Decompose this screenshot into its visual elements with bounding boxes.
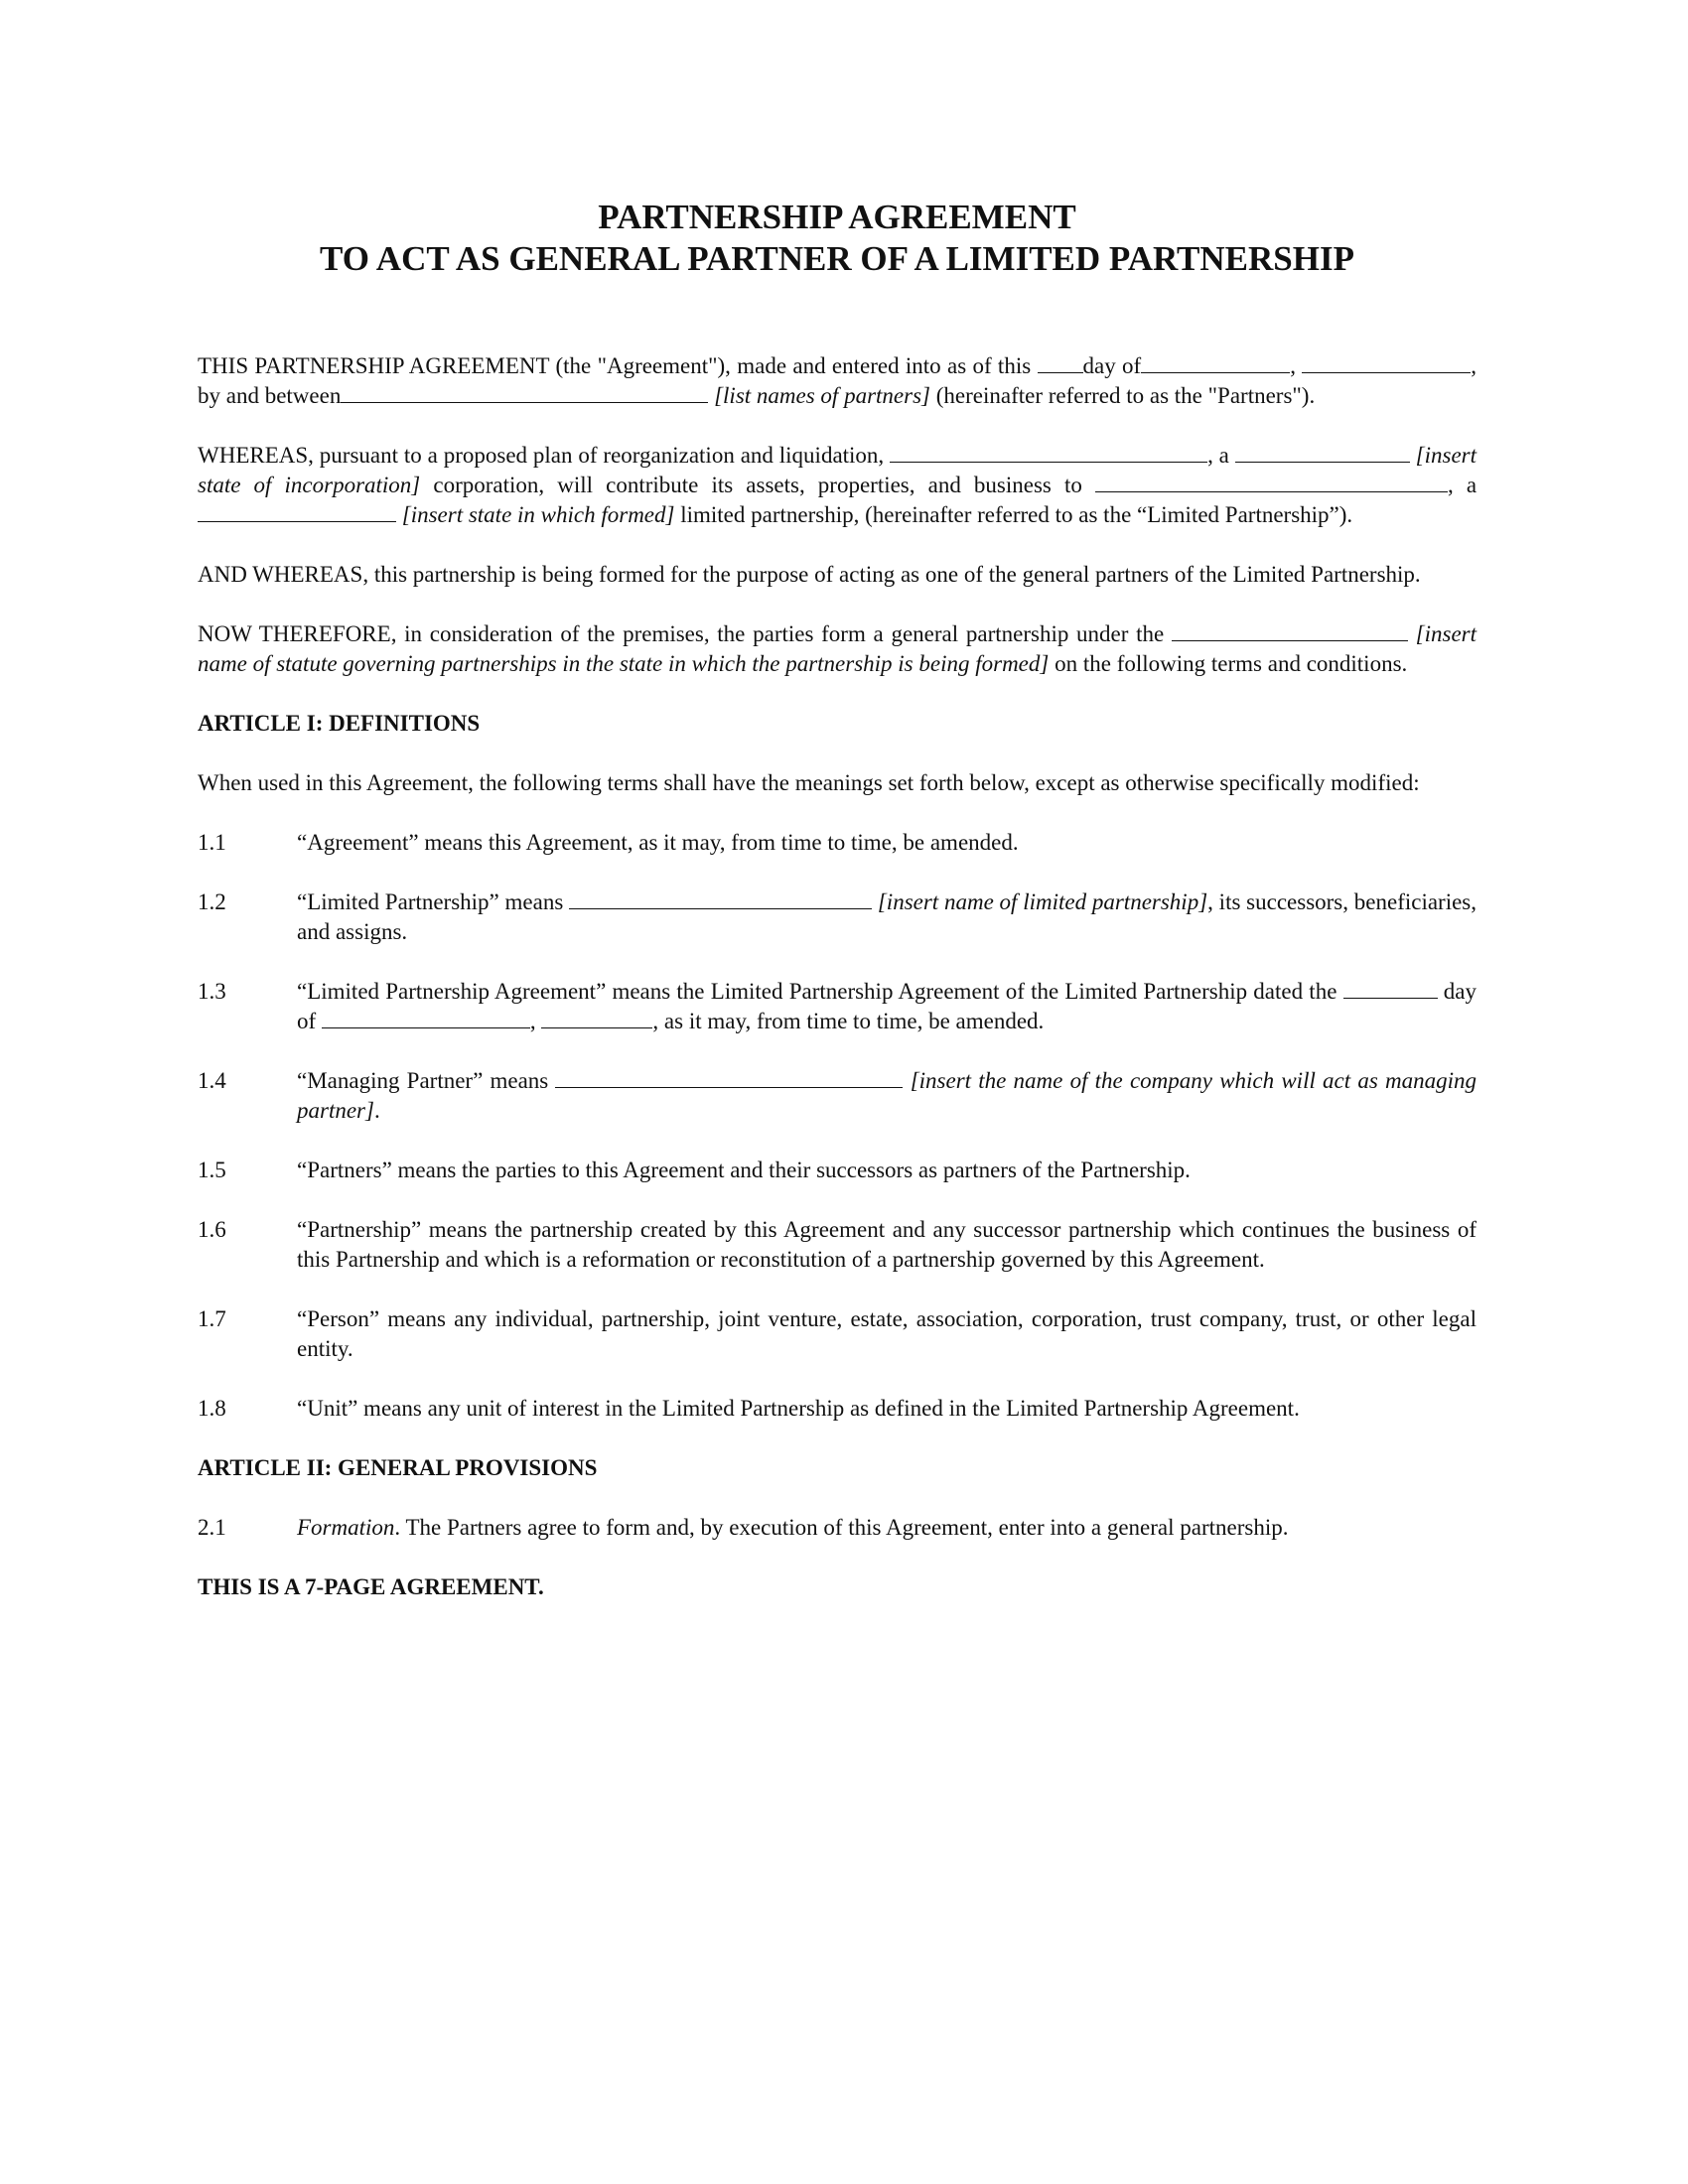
intro-text: (hereinafter referred to as the "Partners").	[935, 383, 1316, 408]
item-number: 1.1	[198, 830, 226, 855]
intro-text: day of	[1082, 353, 1142, 378]
item-text-part: “Managing Partner” means	[297, 1068, 549, 1093]
whereas-text: limited partnership, (hereinafter referred to as the “Limited Partnership”).	[680, 502, 1353, 527]
definition-item	[198, 1156, 1477, 1185]
item-text-part: , as it may, from time to time, be amended.	[652, 1009, 1045, 1033]
title-line-1: PARTNERSHIP AGREEMENT	[598, 198, 1076, 236]
item-text: “Agreement” means this Agreement, as it may, from time to time, be amended.	[297, 830, 1019, 855]
whereas-text: WHEREAS, pursuant to a proposed plan of reorganization and liquidation,	[198, 443, 885, 468]
placeholder-note: [list names of partners]	[714, 383, 930, 408]
partners-blank	[341, 381, 708, 403]
intro-text: THIS PARTNERSHIP AGREEMENT (the "Agreement"), made and entered into as of this	[198, 353, 1032, 378]
partnership-name-blank	[1095, 471, 1448, 492]
lpa-year-blank	[541, 1007, 652, 1028]
lp-name-blank	[569, 887, 872, 909]
definition-item	[198, 1394, 1477, 1424]
now-therefore-paragraph	[198, 619, 1477, 679]
definition-item	[198, 828, 1477, 858]
now-therefore-text: on the following terms and conditions.	[1055, 651, 1408, 676]
item-text-part: day of	[297, 979, 1477, 1033]
state-blank	[1235, 441, 1410, 463]
intro-paragraph	[198, 351, 1477, 411]
item-text: “Unit” means any unit of interest in the Limited Partnership as defined in the Limited Partnership Agreement.	[297, 1396, 1300, 1421]
title-line-2: TO ACT AS GENERAL PARTNER OF A LIMITED PARTNERSHIP	[320, 239, 1354, 278]
lpa-day-blank	[1343, 977, 1438, 999]
managing-partner-blank	[555, 1066, 903, 1088]
item-number: 1.7	[198, 1306, 226, 1331]
intro-text: ,	[1290, 353, 1296, 378]
item-text	[297, 1066, 1477, 1126]
whereas-paragraph	[198, 441, 1477, 530]
now-therefore-text: NOW THEREFORE, in consideration of the premises, the parties form a general partnership under the	[198, 621, 1165, 646]
definition-item	[198, 1304, 1477, 1364]
item-number: 1.6	[198, 1217, 226, 1242]
item-number: 1.5	[198, 1158, 226, 1182]
definition-item	[198, 977, 1477, 1036]
placeholder-note: [insert the name of the company which will act as managing partner]	[297, 1068, 1477, 1123]
whereas-text: , a	[1447, 473, 1477, 497]
item-text	[297, 887, 1477, 947]
and-whereas-paragraph: AND WHEREAS, this partnership is being formed for the purpose of acting as one of the general partners of the Limited Partnership.	[198, 562, 1421, 587]
item-number: 1.2	[198, 889, 226, 914]
definition-item	[198, 1215, 1477, 1275]
document-title	[198, 197, 1477, 280]
item-text	[297, 977, 1477, 1036]
item-text-part: “Limited Partnership Agreement” means the Limited Partnership Agreement of the Limited Partnership dated the	[297, 979, 1337, 1004]
page-count-note: THIS IS A 7-PAGE AGREEMENT.	[198, 1574, 544, 1599]
item-text: “Person” means any individual, partnership, joint venture, estate, association, corporation, trust company, trust, or other legal entity.	[297, 1306, 1477, 1361]
definitions-lead: When used in this Agreement, the following terms shall have the meanings set forth below, except as otherwise specifically modified:	[198, 770, 1420, 795]
item-text: “Partners” means the parties to this Agreement and their successors as partners of the Partnership.	[297, 1158, 1191, 1182]
formation-state-blank	[198, 500, 396, 522]
placeholder-note: [insert state in which formed]	[401, 502, 675, 527]
article-1-heading: ARTICLE I: DEFINITIONS	[198, 711, 481, 736]
definition-item	[198, 1066, 1477, 1126]
day-blank	[1038, 351, 1083, 373]
intro-text: , by and between	[198, 353, 1477, 408]
item-number: 1.4	[198, 1068, 226, 1093]
item-text-part: “Limited Partnership” means	[297, 889, 564, 914]
item-number: 1.8	[198, 1396, 226, 1421]
placeholder-note: [insert name of statute governing partnerships in the state in which the partnership is being formed]	[198, 621, 1477, 676]
definition-item	[198, 887, 1477, 947]
provision-item	[198, 1513, 1477, 1543]
whereas-text: , a	[1207, 443, 1229, 468]
article-2-heading: ARTICLE II: GENERAL PROVISIONS	[198, 1455, 598, 1480]
year-blank	[1302, 351, 1471, 373]
item-number: 1.3	[198, 979, 226, 1004]
item-text-part: .	[373, 1098, 380, 1123]
document-body	[198, 197, 1477, 1632]
item-text-part: . The Partners agree to form and, by execution of this Agreement, enter into a general partnership.	[394, 1515, 1289, 1540]
placeholder-note: [insert state of incorporation]	[198, 443, 1477, 497]
lpa-month-blank	[322, 1007, 530, 1028]
item-text	[297, 1513, 1477, 1543]
statute-blank	[1172, 619, 1408, 641]
item-text-part: ,	[529, 1009, 536, 1033]
item-text-part: , its successors, beneficiaries, and assigns.	[297, 889, 1477, 944]
placeholder-note: [insert name of limited partnership]	[877, 889, 1208, 914]
item-number: 2.1	[198, 1515, 226, 1540]
month-blank	[1141, 351, 1290, 373]
item-text: “Partnership” means the partnership created by this Agreement and any successor partnership which continues the business of this Partnership and which is a reformation or reconstitution of a partnership governed by this Agreement.	[297, 1217, 1477, 1272]
whereas-text: corporation, will contribute its assets, properties, and business to	[433, 473, 1082, 497]
corporation-name-blank	[890, 441, 1207, 463]
provision-label: Formation	[297, 1515, 395, 1540]
